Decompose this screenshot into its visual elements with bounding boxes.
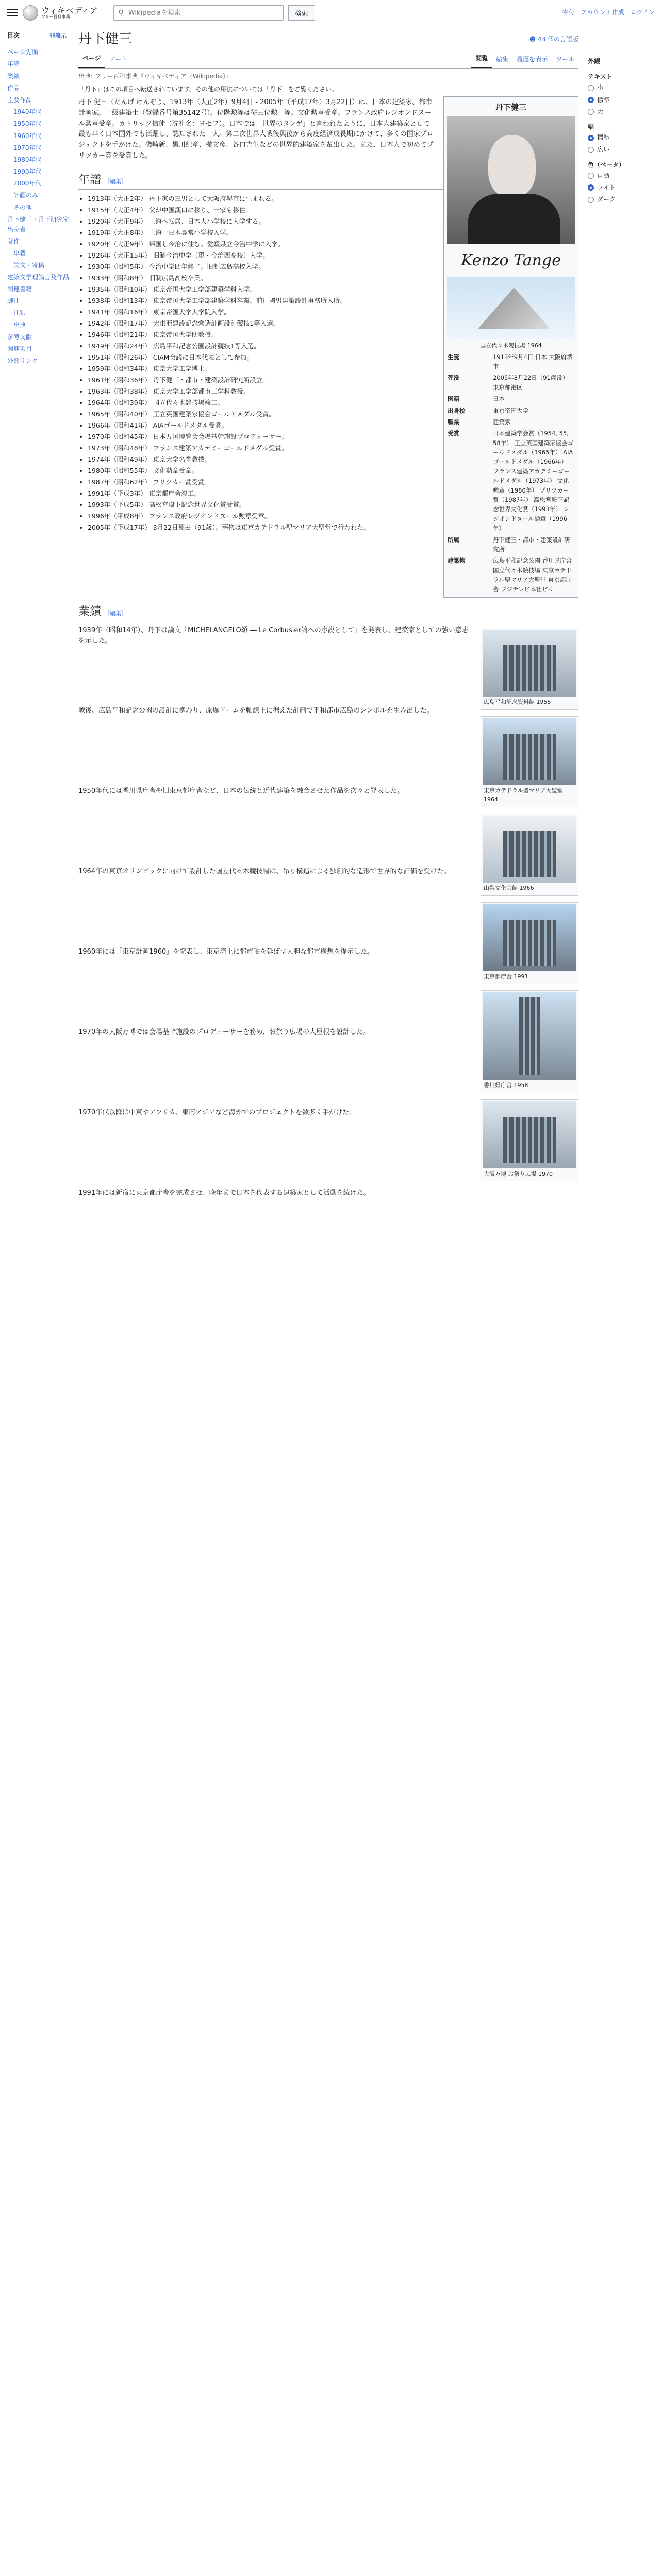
radio-icon[interactable] [588, 85, 594, 91]
option-text_opts[interactable] [588, 94, 655, 106]
width-label: 幅 [588, 123, 594, 130]
toc-item[interactable]: 関連書籍 [7, 285, 32, 293]
toc-item[interactable]: 出典 [13, 321, 26, 329]
infobox-value: 2005年3月22日（91歳没） 東京都港区 [493, 374, 569, 391]
edit-link[interactable]: ［編集］ [104, 178, 127, 185]
gyoseki-paragraph: 1950年代には香川県庁舎や旧東京都庁舎など、日本の伝統と近代建築を融合させた作品を次々と発表した。 [78, 787, 404, 795]
user-link-1[interactable]: アカウント作成 [581, 9, 624, 16]
user-link-0[interactable]: 寄付 [562, 9, 575, 16]
toc-item[interactable]: 2000年代 [13, 180, 42, 188]
option-label: 自動 [597, 172, 610, 179]
toc-item[interactable]: 業績 [7, 72, 20, 80]
tab-right-0[interactable]: 閲覧 [471, 50, 492, 67]
toc-hide-button[interactable]: 非表示 [47, 31, 69, 41]
section-heading-gyoseki: 業績 ［編集］ [78, 603, 578, 621]
thumbnail-image[interactable] [483, 1101, 576, 1168]
toc-item[interactable]: 論文・寄稿 [13, 261, 45, 269]
gyoseki-paragraph: 1939年（昭和14年）、丹下は論文「MICHELANGELO頌 ― Le Corbusier論への序説として」を発表し、建築家としての強い意志を示した。 [78, 626, 469, 645]
building-shape [503, 920, 556, 966]
search-icon: ⚲ [118, 8, 124, 17]
portrait-image[interactable] [447, 116, 575, 244]
logo-subtitle: フリー百科事典 [41, 14, 70, 20]
timeline-item: • 1996年（平成8年） フランス政府レジオンドヌール勲章受章。 [88, 511, 578, 521]
timeline-item: • 1973年（昭和48年） フランス建築アカデミーゴールドメダル受賞。 [88, 443, 578, 453]
building-shape [503, 645, 556, 691]
tab-right-1[interactable]: 編集 [496, 56, 509, 63]
thumbnail[interactable] [481, 814, 578, 896]
infobox-key: 職業 [448, 418, 459, 426]
thumbnail-caption: 山梨文化会館 1966 [484, 884, 534, 891]
toc-item[interactable]: 1970年代 [13, 144, 42, 151]
text-size-label: テキスト [588, 73, 613, 81]
infobox-building-image[interactable] [447, 277, 575, 339]
toc-item[interactable]: 建築文学理論言及作品 [7, 273, 70, 281]
infobox-value: 1913年9月4日 日本 大阪府堺市 [493, 353, 573, 370]
timeline-item: • 1915年（大正4年） 父が中国漢口に移り、一家も移住。 [88, 205, 578, 215]
toc-item[interactable]: 作品 [7, 84, 20, 92]
timeline-item: • 1930年（昭和5年） 今治中学四年修了。旧制広島高校入学。 [88, 262, 578, 272]
toc-item[interactable]: 単著 [13, 249, 26, 257]
toc-item[interactable]: 注釈 [13, 309, 26, 317]
radio-icon[interactable] [588, 184, 594, 191]
tab-left-0[interactable]: ページ [78, 50, 105, 67]
infobox-value: 丹下健三・都市・建築設計研究所 [493, 536, 570, 553]
option-label: 小 [597, 84, 604, 92]
infobox-value: 広島平和記念公園 香川県庁舎 国立代々木競技場 東京カテドラル聖マリア大聖堂 東京都庁舎 フジテレビ本社ビル [493, 557, 572, 593]
radio-icon[interactable] [588, 97, 594, 103]
tab-left-1[interactable]: ノート [109, 56, 128, 63]
timeline-item: • 1974年（昭和49年） 東京大学名誉教授。 [88, 454, 578, 465]
infobox-key: 出身校 [448, 406, 466, 414]
timeline-item: • 1991年（平成3年） 東京都庁舎竣工。 [88, 488, 578, 499]
thumbnail[interactable] [481, 902, 578, 985]
timeline-item: • 1966年（昭和41年） AIAゴールドメダル受賞。 [88, 420, 578, 431]
toc-item[interactable]: 1990年代 [13, 168, 42, 176]
building-shape [503, 734, 556, 780]
search-button[interactable]: 検索 [288, 5, 315, 21]
timeline-item: • 1941年（昭和16年） 東京帝国大学大学院入学。 [88, 307, 578, 317]
infobox-row [446, 372, 576, 393]
timeline-item: • 1920年（大正9年） 帰国し今治に住む。愛媛県立今治中学に入学。 [88, 239, 578, 249]
building-shape [503, 831, 556, 877]
signature-image: Kenzo Tange [461, 251, 561, 269]
toc-item[interactable]: 1980年代 [13, 156, 42, 163]
toc-item[interactable]: 1960年代 [13, 132, 42, 140]
timeline-item: • 1919年（大正8年） 上海一日本尋常小学校入学。 [88, 228, 578, 238]
option-label: 標準 [597, 96, 610, 104]
toc-item[interactable]: 年譜 [7, 60, 20, 68]
toc-item[interactable]: ページ先頭 [7, 48, 38, 56]
thumbnail-image[interactable] [483, 718, 576, 785]
gyoseki-paragraph: 戦後、広島平和記念公園の設計に携わり、原爆ドームを軸線上に据えた計画で平和都市広島のシンボルを生み出した。 [78, 707, 434, 715]
color-label: 色（ベータ） [588, 161, 625, 168]
timeline-item: • 1965年（昭和40年） 王立英国建築家協会ゴールドメダル受賞。 [88, 409, 578, 419]
building-shape [519, 997, 540, 1075]
option-text_opts[interactable] [588, 82, 655, 94]
gyoseki-paragraph: 1970年の大阪万博では会場基幹施設のプロデューサーを務め、お祭り広場の大屋根を設計した。 [78, 1028, 370, 1037]
timeline-item: • 1935年（昭和10年） 東京帝国大学工学部建築学科入学。 [88, 284, 578, 295]
timeline-item: • 1970年（昭和45年） 日本万国博覧会会場基幹施設プロデューサー。 [88, 432, 578, 442]
thumbnail-image[interactable] [483, 992, 576, 1080]
appearance-panel [588, 26, 655, 1268]
infobox-key: 死没 [448, 374, 459, 382]
page-tabs [78, 52, 578, 69]
infobox-row [446, 428, 576, 534]
wikipedia-logo[interactable] [23, 5, 98, 21]
section-heading-nenpu: 年譜 ［編集］ [78, 171, 578, 190]
timeline-item: • 1959年（昭和34年） 東京大学工学博士。 [88, 364, 578, 374]
option-label: 標準 [597, 134, 610, 142]
timeline-item: • 1961年（昭和36年） 丹下健三・都市・建築設計研究所設立。 [88, 375, 578, 385]
timeline-item: • 1963年（昭和38年） 東京大学工学部都市工学科教授。 [88, 386, 578, 397]
toc-item[interactable]: 脚注 [7, 297, 20, 305]
toc-item[interactable]: その他 [13, 204, 32, 211]
timeline-item: • 1926年（大正15年） 旧制今治中学（現・今治西高校）入学。 [88, 250, 578, 261]
gyoseki-paragraph: 1964年の東京オリンピックに向けて設計した国立代々木競技場は、吊り構造による独創的な造形で世界的な評価を受けた。 [78, 868, 451, 876]
tab-right-3[interactable]: ツール [556, 56, 574, 63]
thumbnail-image[interactable] [483, 904, 576, 971]
thumbnail[interactable] [481, 628, 578, 710]
option-width_opts[interactable] [588, 144, 655, 156]
user-link-2[interactable]: ログイン [630, 9, 655, 16]
toc-item[interactable]: 1950年代 [13, 120, 42, 128]
toc-item[interactable]: 計画のみ [13, 192, 39, 199]
main-content [69, 26, 588, 1268]
infobox-value: 建築家 [493, 418, 511, 426]
timeline-item: • 1951年（昭和26年） CIAM会議に日本代表として参加。 [88, 352, 578, 363]
option-text_opts[interactable] [588, 106, 655, 118]
gyoseki-paragraph: 1960年には「東京計画1960」を発表し、東京湾上に都市軸を延ばす大胆な都市構想を提示した。 [78, 948, 374, 956]
timeline-item: • 1946年（昭和21年） 東京帝国大学助教授。 [88, 330, 578, 340]
globe-icon [23, 5, 38, 21]
thumbnail-caption: 広島平和記念資料館 1955 [484, 699, 551, 706]
radio-icon[interactable] [588, 135, 594, 141]
user-links [562, 8, 655, 18]
infobox-key: 所属 [448, 536, 459, 544]
toc-item[interactable]: 主要作品 [7, 96, 32, 104]
tab-right-2[interactable]: 履歴を表示 [517, 56, 548, 63]
radio-icon[interactable] [588, 197, 594, 203]
option-width_opts[interactable] [588, 132, 655, 144]
building-shape [503, 1117, 556, 1163]
radio-icon[interactable] [588, 147, 594, 153]
option-color_opts[interactable] [588, 182, 655, 194]
thumbnail[interactable] [481, 716, 578, 807]
thumbnail[interactable] [481, 990, 578, 1093]
infobox-caption: 国立代々木競技場 1964 [480, 342, 542, 349]
timeline-item: • 1980年（昭和55年） 文化勲章受章。 [88, 466, 578, 476]
search-box [113, 5, 284, 21]
toc-item[interactable]: 参考文献 [7, 333, 32, 341]
infobox-key: 国籍 [448, 395, 459, 403]
toc-item[interactable]: 外部リンク [7, 357, 38, 365]
option-color_opts[interactable] [588, 194, 655, 206]
option-label: 広い [597, 146, 610, 154]
infobox-value: 東京帝国大学 [493, 406, 528, 414]
search-input[interactable] [128, 9, 283, 17]
thumbnail-caption: 東京都庁舎 1991 [484, 973, 528, 980]
header [0, 0, 662, 26]
toc-title: 目次 [7, 32, 20, 39]
from-line: 出典: フリー百科事典『ウィキペディア（Wikipedia）』 [78, 72, 233, 80]
edit-link[interactable]: ［編集］ [104, 609, 127, 617]
option-label: ライト [597, 183, 616, 191]
timeline-item: • 1942年（昭和17年） 大東亜建設記念営造計画設計競技1等入選。 [88, 318, 578, 329]
infobox [443, 96, 578, 598]
appearance-title: 外観 [588, 58, 601, 65]
timeline-item: • 2005年（平成17年） 3月22日死去（91歳）。葬儀は東京カテドラル聖マリア大聖堂で行われた。 [88, 522, 578, 533]
infobox-key: 建築物 [448, 557, 466, 565]
option-label: 大 [597, 108, 604, 115]
timeline-item: • 1993年（平成5年） 高松宮殿下記念世界文化賞受賞。 [88, 500, 578, 510]
thumbnail-caption: 香川県庁舎 1958 [484, 1082, 528, 1089]
timeline-item: • 1987年（昭和62年） プリツカー賞受賞。 [88, 477, 578, 487]
infobox-value: 日本建築学会賞（1954, 55, 58年） 王立英国建築家協会ゴールドメダル（1965年） AIAゴールドメダル（1966年） フランス建築アカデミーゴールドメダル（1973年） 文化勲章（1980年） プリツカー賞（1987年） 高松宮殿下記念世界文化賞（1993年） レジオンドヌール勲章（1996年） [493, 430, 574, 532]
infobox-row [446, 534, 576, 555]
radio-icon[interactable] [588, 173, 594, 179]
gyoseki-paragraph: 1991年には新宿に東京都庁舎を完成させ、晩年まで日本を代表する建築家として活動を続けた。 [78, 1189, 370, 1197]
infobox-title: 丹下健三 [495, 102, 526, 112]
infobox-row [446, 393, 576, 404]
timeline-item: • 1913年（大正2年） 丹下家の三男として大阪府堺市に生まれる。 [88, 194, 578, 204]
toc-item[interactable]: 著作 [7, 238, 20, 245]
infobox-row [446, 351, 576, 372]
radio-icon[interactable] [588, 109, 594, 115]
timeline-item: • 1964年（昭和39年） 国立代々木競技場竣工。 [88, 398, 578, 408]
toc-item[interactable]: 丹下健三・丹下研究室出身者 [7, 215, 70, 233]
table-of-contents [7, 26, 69, 1268]
toc-item[interactable]: 関連項目 [7, 345, 32, 352]
thumbnail-caption: 東京カテドラル聖マリア大聖堂 1964 [484, 787, 563, 803]
thumbnail-image[interactable] [483, 630, 576, 697]
timeline-item: • 1949年（昭和24年） 広島平和記念公園設計競技1等入選。 [88, 341, 578, 351]
hatnote: 「丹下」はこの項目へ転送されています。その他の用法については「丹下」をご覧ください。 [78, 85, 338, 93]
infobox-key: 受賞 [448, 430, 459, 437]
thumbnail[interactable] [481, 1099, 578, 1182]
infobox-value: 日本 [493, 395, 505, 403]
infobox-row [446, 416, 576, 428]
timeline-item: • 1938年（昭和13年） 東京帝国大学工学部建築学科卒業。前川國男建築設計事務所入所。 [88, 296, 578, 306]
option-color_opts[interactable] [588, 170, 655, 182]
main-menu-icon[interactable] [7, 9, 18, 16]
timeline-item: • 1933年（昭和8年） 旧制広島高校卒業。 [88, 273, 578, 283]
thumbnail-caption: 大阪万博 お祭り広場 1970 [484, 1170, 553, 1177]
language-button[interactable]: ☻ 43 個の言語版 [529, 36, 578, 43]
intro-paragraph: 丹下 健三（たんげ けんぞう、1913年（大正2年）9月4日 - 2005年（平成17年）3月22日）は、日本の建築家、都市計画家。一級建築士（登録番号第35142号）。位階勲等は従三位勲一等。文化勲章受章。フランス政府レジオンドヌール勲章受章。カトリック信徒（洗礼名：ヨセフ）。日本では「世界のタンゲ」と言われたように、日本人建築家として最も早く日本国外でも活躍し、認知された一人。第二次世界大戦復興後から高度経済成長期にかけて、多くの国家プロジェクトを手がけた。磯崎新、黒川紀章、槇文彦、谷口吉生などの世界的建築家を輩出した。また、日本人で初めてプリツカー賞を受賞した。 [78, 98, 434, 160]
infobox-row [446, 405, 576, 416]
infobox-key: 生誕 [448, 353, 459, 361]
gyoseki-paragraph: 1970年代以降は中東やアフリカ、東南アジアなど海外でのプロジェクトを数多く手がけた。 [78, 1109, 356, 1117]
option-label: ダーク [597, 196, 616, 204]
thumbnail-image[interactable] [483, 816, 576, 883]
timeline-item: • 1920年（大正9年） 上海へ転居、日本人小学校に入学する。 [88, 216, 578, 227]
logo-title: ウィキペディア [41, 5, 98, 15]
page-title: 丹下健三 ☻ 43 個の言語版 [78, 26, 578, 52]
infobox-row [446, 555, 576, 595]
toc-item[interactable]: 1940年代 [13, 108, 42, 116]
